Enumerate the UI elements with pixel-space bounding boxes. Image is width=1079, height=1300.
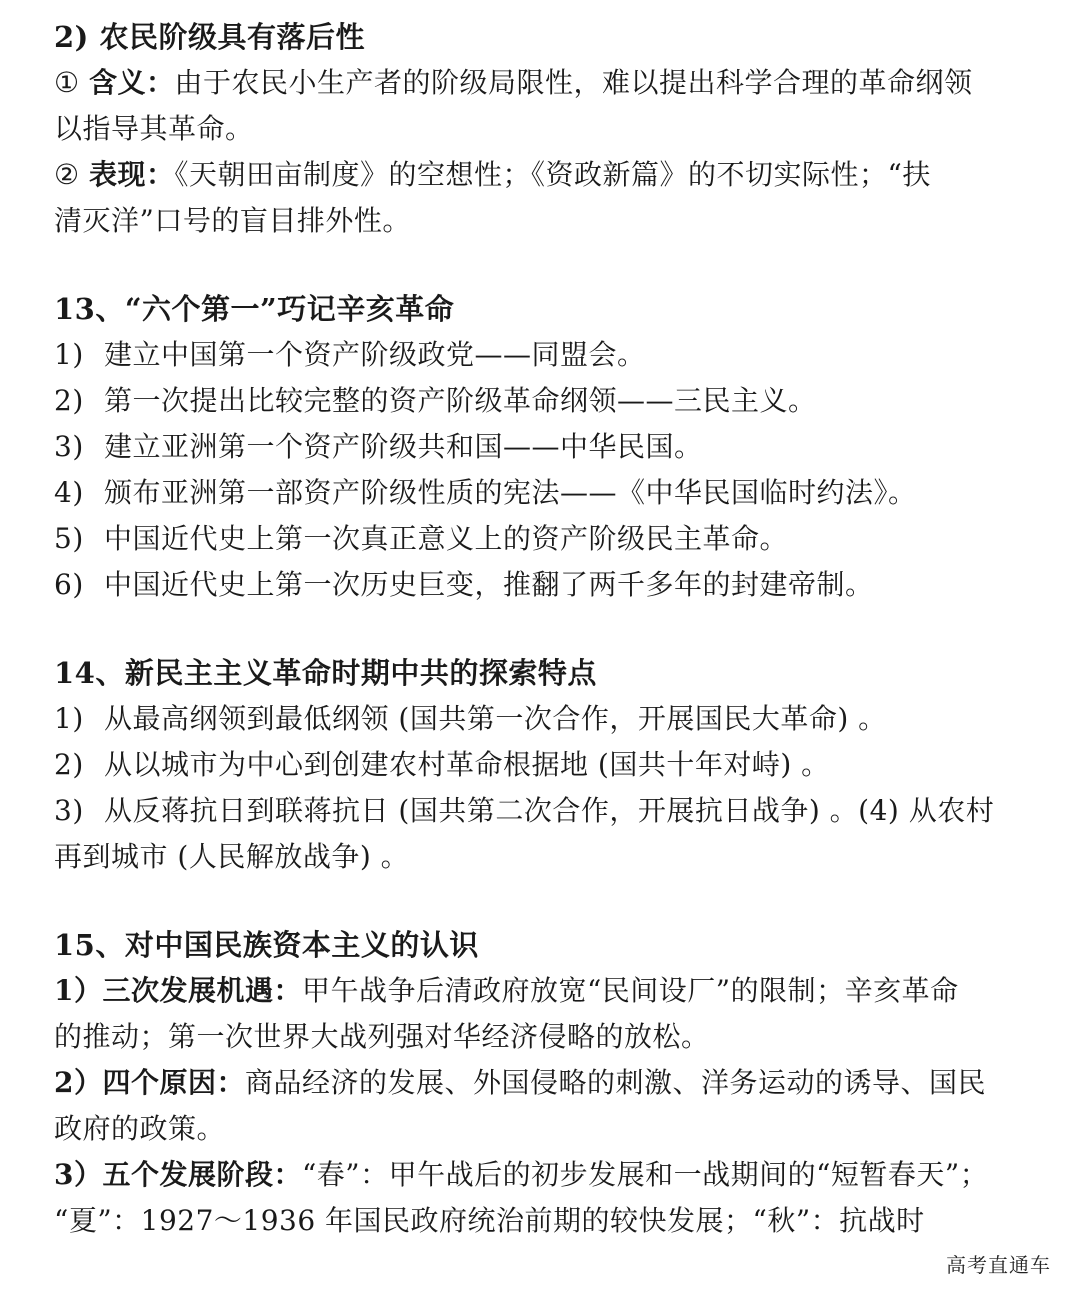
list-item: [54, 332, 1014, 378]
watermark-text: 高考直通车: [946, 1253, 1051, 1277]
paragraph: [54, 152, 1014, 198]
paragraph-continuation: “夏”：1927～1936 年国民政府统治前期的较快发展；“秋”：抗战时: [54, 1204, 925, 1237]
section-heading: 13、“六个第一”巧记辛亥革命: [54, 292, 455, 326]
list-item: [54, 470, 1014, 516]
paragraph-text: 商品经济的发展、外国侵略的刺激、洋务运动的诱导、国民: [244, 1066, 986, 1099]
list-number: 2): [54, 384, 84, 417]
list-text: 第一次提出比较完整的资产阶级革命纲领——三民主义。: [104, 384, 817, 417]
circled-number: ①: [54, 66, 80, 99]
list-item: [54, 788, 1014, 834]
list-item: [54, 516, 1014, 562]
list-number: 1): [54, 338, 84, 371]
paragraph-continuation: 政府的政策。: [54, 1112, 226, 1145]
list-item: [54, 562, 1014, 608]
list-text: 从以城市为中心到创建农村革命根据地 (国共十年对峙) 。: [104, 748, 830, 781]
paragraph-continuation: 再到城市 (人民解放战争) 。: [54, 840, 410, 873]
list-text: 中国近代史上第一次真正意义上的资产阶级民主革命。: [104, 522, 789, 555]
list-item: [54, 424, 1014, 470]
paragraph-label: 2）四个原因：: [54, 1066, 245, 1099]
paragraph-label: 1）三次发展机遇：: [54, 974, 302, 1007]
subsection-heading: 2) 农民阶级具有落后性: [54, 20, 365, 54]
paragraph: [54, 968, 1014, 1014]
list-item: [54, 742, 1014, 788]
list-number: 3): [54, 794, 84, 827]
section-heading: 14、新民主主义革命时期中共的探索特点: [54, 656, 597, 690]
circled-number: ②: [54, 158, 80, 191]
paragraph-label: 表现：: [89, 158, 175, 191]
list-text: 中国近代史上第一次历史巨变，推翻了两千多年的封建帝制。: [104, 568, 874, 601]
list-number: 1): [54, 702, 84, 735]
paragraph-text: 由于农民小生产者的阶级局限性，难以提出科学合理的革命纲领: [174, 66, 973, 99]
paragraph-continuation: 以指导其革命。: [54, 112, 254, 145]
paragraph-continuation: 清灭洋”口号的盲目排外性。: [54, 204, 411, 237]
paragraph-continuation: 的推动；第一次世界大战列强对华经济侵略的放松。: [54, 1020, 710, 1053]
list-number: 4): [54, 476, 84, 509]
paragraph-text: 甲午战争后清政府放宽“民间设厂”的限制；辛亥革命: [301, 974, 959, 1007]
list-text: 建立中国第一个资产阶级政党——同盟会。: [104, 338, 646, 371]
paragraph-label: 含义：: [89, 66, 175, 99]
list-number: 2): [54, 748, 84, 781]
paragraph-label: 3）五个发展阶段：: [54, 1158, 302, 1191]
list-text: 建立亚洲第一个资产阶级共和国——中华民国。: [104, 430, 703, 463]
list-text: 从最高纲领到最低纲领 (国共第一次合作，开展国民大革命) 。: [104, 702, 887, 735]
paragraph-text: 《天朝田亩制度》的空想性；《资政新篇》的不切实际性；“扶: [174, 158, 931, 191]
list-text: 从反蒋抗日到联蒋抗日 (国共第二次合作，开展抗日战争) 。(4) 从农村: [104, 794, 995, 827]
paragraph-text: “春”：甲午战后的初步发展和一战期间的“短暂春天”；: [301, 1158, 989, 1191]
list-number: 6): [54, 568, 84, 601]
list-item: [54, 378, 1014, 424]
list-text: 颁布亚洲第一部资产阶级性质的宪法——《中华民国临时约法》。: [104, 476, 917, 509]
section-heading: 15、对中国民族资本主义的认识: [54, 928, 479, 962]
list-number: 5): [54, 522, 84, 555]
paragraph: [54, 1060, 1014, 1106]
paragraph: [54, 1152, 1014, 1198]
list-item: [54, 696, 1014, 742]
paragraph: [54, 60, 1014, 106]
document-page: [54, 14, 1014, 1244]
list-number: 3): [54, 430, 84, 463]
